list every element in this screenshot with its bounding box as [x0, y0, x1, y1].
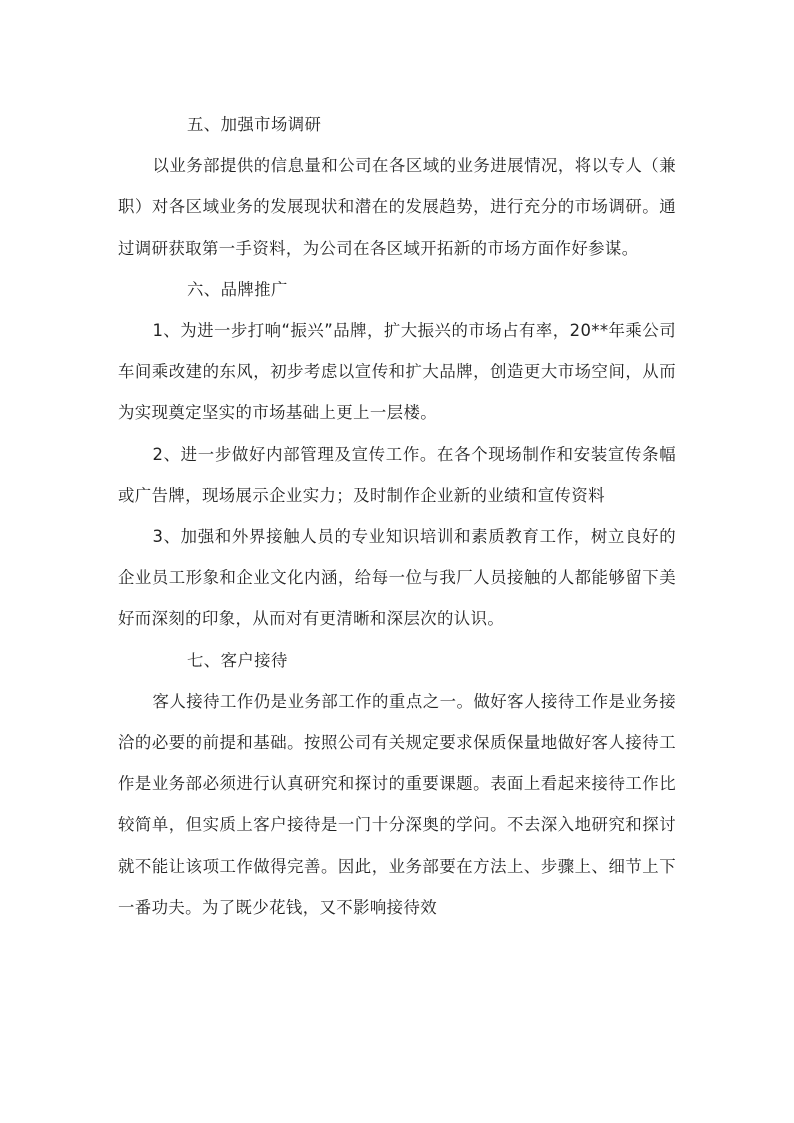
- section-heading-brand-promotion: 六、品牌推广: [187, 279, 288, 299]
- paragraph-customer-reception: 客人接待工作仍是业务部工作的重点之一。做好客人接待工作是业务接洽的必要的前提和基础。按照公司有关规定要求保质保量地做好客人接待工作是业务部必须进行认真研究和探讨的重要课题。表面上看起来接待工作比较简单，但实质上客户接待是一门十分深奥的学问。不去深入地研究和探讨就不能让该项工作做得完善。因此，业务部要在方法上、步骤上、细节上下一番功夫。为了既少花钱，又不影响接待效: [118, 691, 676, 917]
- section-heading-customer-reception: 七、客户接待: [187, 650, 288, 670]
- paragraph-brand-promotion-2: 2、进一步做好内部管理及宣传工作。在各个现场制作和安装宣传条幅或广告牌，现场展示企业实力；及时制作企业新的业绩和宣传资料: [118, 444, 676, 505]
- paragraph-brand-promotion-3: 3、加强和外界接触人员的专业知识培训和素质教育工作，树立良好的企业员工形象和企业文化内涵，给每一位与我厂人员接触的人都能够留下美好而深刻的印象，从而对有更清晰和深层次的认识。: [118, 527, 676, 629]
- paragraph-market-research: 以业务部提供的信息量和公司在各区域的业务进展情况，将以专人（兼职）对各区域业务的发展现状和潜在的发展趋势，进行充分的市场调研。通过调研获取第一手资料，为公司在各区域开拓新的市场方面作好参谋。: [118, 156, 676, 258]
- section-heading-market-research: 五、加强市场调研: [187, 115, 322, 134]
- paragraph-brand-promotion-1: 1、为进一步打响“振兴”品牌，扩大振兴的市场占有率，20**年乘公司车间乘改建的东风，初步考虑以宣传和扩大品牌，创造更大市场空间，从而为实现奠定坚实的市场基础上更上一层楼。: [118, 321, 676, 423]
